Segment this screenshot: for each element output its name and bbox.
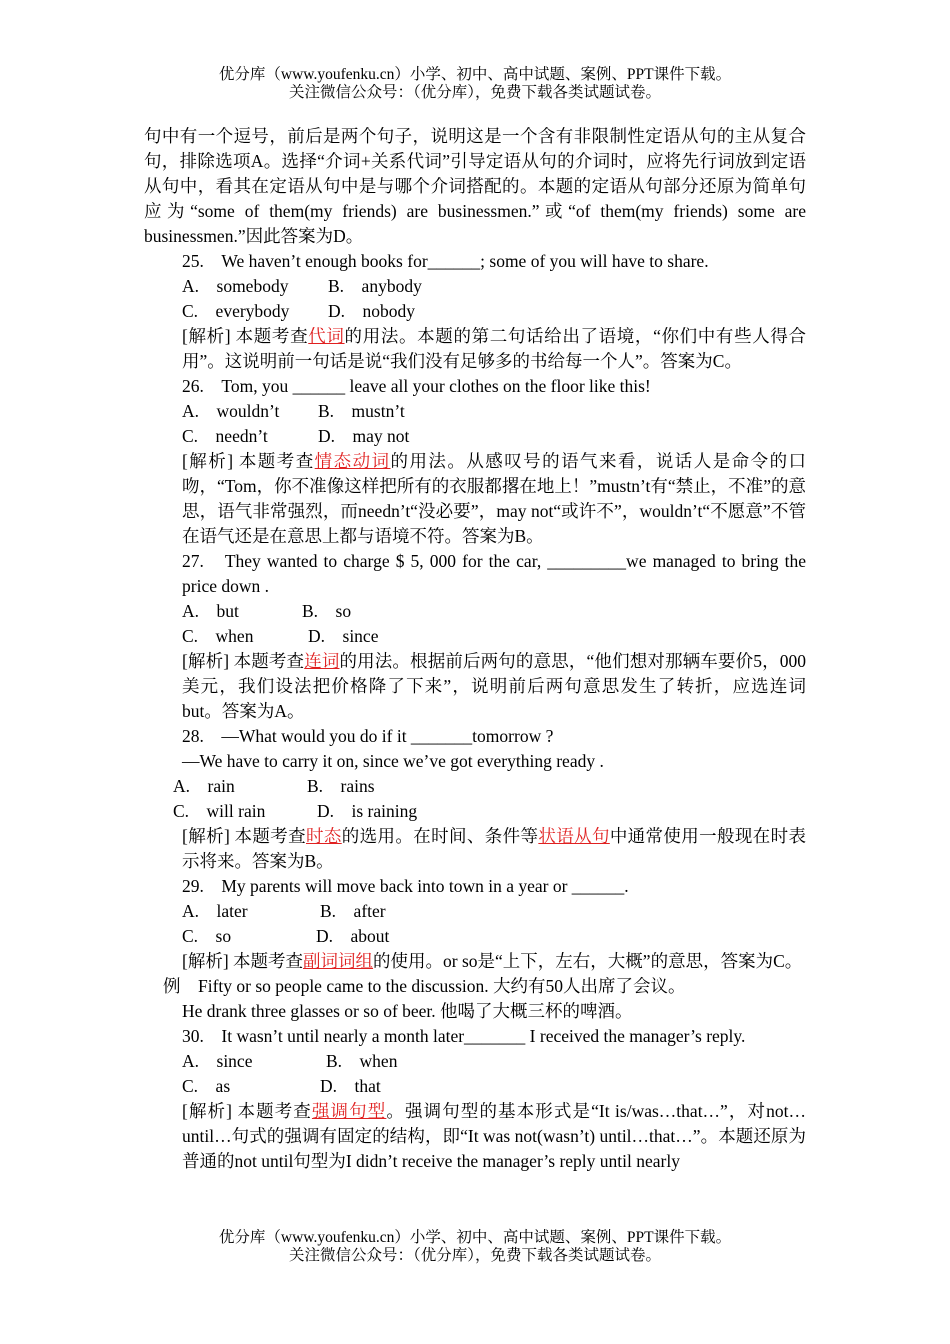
question-28-response: —We have to carry it on, since we’ve got everything ready . [182, 751, 604, 771]
question-27-options-ab [144, 599, 806, 624]
keyword-link[interactable]: 代词 [308, 326, 345, 346]
option-a: A. wouldn’t [182, 401, 280, 421]
question-29-options-cd [144, 924, 806, 949]
question-27-stem: 27. They wanted to charge $ 5, 000 for the car, _________we managed to bring the price down . [182, 551, 806, 596]
example-1: 例 Fifty or so people came to the discussion. 大约有50人出席了会议。 [163, 976, 686, 996]
question-30-options-ab [144, 1049, 806, 1074]
option-a: A. somebody [182, 276, 289, 296]
option-c: C. as [182, 1076, 231, 1096]
question-25-options-cd [144, 299, 806, 324]
option-c: C. everybody [182, 301, 290, 321]
option-b: B. anybody [328, 276, 422, 296]
page-header [0, 66, 950, 102]
question-26-options-cd [144, 424, 806, 449]
analysis-text-2: 中通常使用一般现在时表示将来。答案为B。 [182, 826, 807, 871]
keyword-link[interactable]: 强调句型 [311, 1101, 387, 1121]
analysis-prefix: [解析] 本题考查 [182, 651, 305, 671]
intro-paragraph: 句中有一个逗号，前后是两个句子，说明这是一个含有非限制性定语从句的主从复合句，排除选项A。选择“介词+关系代词”引导定语从句的介词时，应将先行词放到定语从句中，看其在定语从句中是与哪个介词搭配的。本题的定语从句部分还原为简单句应为“some of them(my friends) are businessmen.”或“of them(my friends) some are businessmen.”因此答案为D。 [144, 126, 806, 246]
analysis-prefix: [解析] 本题考查 [182, 1101, 312, 1121]
keyword-link-2[interactable]: 状语从句 [538, 826, 610, 846]
analysis-text: 的用法。本题的第二句话给出了语境，“你们中有些人得合用”。这说明前一句话是说“我们没有足够多的书给每一个人”。答案为C。 [182, 326, 807, 371]
option-d: D. is raining [317, 801, 418, 821]
question-27-options-cd [144, 624, 806, 649]
header-line-2: 关注微信公众号：（优分库），免费下载各类试题试卷。 [288, 84, 661, 101]
analysis-text: 的使用。or so是“上下，左右，大概”的意思，答案为C。 [373, 951, 803, 971]
analysis-text: 的用法。从感叹号的语气来看，说话人是命令的口吻，“Tom，你不准像这样把所有的衣服都撂在地上！”mustn’t有“禁止，不准”的意思，语气非常强烈，而needn’t“没必要”，may not“或许不”，wouldn’t“不愿意”不管在语气还是在意思上都与语境不符。答案为B。 [182, 451, 807, 546]
footer-line-2: 关注微信公众号：（优分库），免费下载各类试题试卷。 [288, 1247, 661, 1264]
header-line-1: 优分库（www.youfenku.cn）小学、初中、高中试题、案例、PPT课件下载。 [218, 66, 732, 83]
option-d: D. about [316, 926, 390, 946]
question-30-analysis [144, 1099, 806, 1174]
question-25-options-ab [144, 274, 806, 299]
analysis-text: 的用法。根据前后两句的意思，“他们想对那辆车要价5，000美元，我们设法把价格降了下来”，说明前后两句意思发生了转折，应选连词but。答案为A。 [182, 651, 807, 721]
option-d: D. that [320, 1076, 381, 1096]
question-26-options-ab [144, 399, 806, 424]
question-28-options-ab [144, 774, 806, 799]
footer-line-1: 优分库（www.youfenku.cn）小学、初中、高中试题、案例、PPT课件下载。 [218, 1229, 732, 1246]
analysis-prefix: [解析] 本题考查 [182, 326, 309, 346]
option-a: A. but [182, 601, 239, 621]
question-26-analysis [144, 449, 806, 549]
option-b: B. so [302, 601, 352, 621]
keyword-link[interactable]: 连词 [304, 651, 340, 671]
option-a: A. later [182, 901, 248, 921]
analysis-prefix: [解析] 本题考查 [182, 451, 315, 471]
question-25-analysis [144, 324, 806, 374]
question-29-options-ab [144, 899, 806, 924]
question-28-options-cd [144, 799, 806, 824]
question-30-options-cd [144, 1074, 806, 1099]
option-d: D. nobody [328, 301, 416, 321]
option-c: C. when [182, 626, 254, 646]
option-b: B. after [320, 901, 386, 921]
analysis-text: 。强调句型的基本形式是“It is/was…that…”，对not… until…句式的强调有固定的结构，即“It was not(wasn’t) until…that…”。本题还原为普通的not until句型为I didn’t receive the manager’s reply until nearly [182, 1101, 807, 1171]
keyword-link[interactable]: 情态动词 [314, 451, 391, 471]
keyword-link[interactable]: 副词词组 [303, 951, 374, 971]
option-b: B. mustn’t [318, 401, 405, 421]
option-d: D. may not [318, 426, 410, 446]
option-b: B. when [326, 1051, 398, 1071]
example-2: He drank three glasses or so of beer. 他喝了大概三杯的啤酒。 [182, 1001, 633, 1021]
question-26-stem: 26. Tom, you ______ leave all your clothes on the floor like this! [182, 376, 651, 396]
question-30-stem: 30. It wasn’t until nearly a month later_______ I received the manager’s reply. [182, 1026, 746, 1046]
analysis-prefix: [解析] 本题考查 [182, 951, 304, 971]
question-28-stem: 28. —What would you do if it _______tomorrow ? [182, 726, 554, 746]
option-c: C. so [182, 926, 232, 946]
keyword-link[interactable]: 时态 [306, 826, 342, 846]
option-c: C. will rain [173, 801, 266, 821]
question-29-analysis [144, 949, 806, 974]
option-b: B. rains [307, 776, 375, 796]
analysis-prefix: [解析] 本题考查 [182, 826, 306, 846]
question-27-analysis [144, 649, 806, 724]
question-28-analysis [144, 824, 806, 874]
document-body [144, 124, 806, 1174]
page-footer [0, 1229, 950, 1265]
option-a: A. rain [173, 776, 235, 796]
analysis-text: 的选用。在时间、条件等 [341, 826, 539, 846]
option-c: C. needn’t [182, 426, 268, 446]
question-25-stem: 25. We haven’t enough books for______; some of you will have to share. [182, 251, 709, 271]
option-d: D. since [308, 626, 379, 646]
question-29-stem: 29. My parents will move back into town in a year or ______. [182, 876, 629, 896]
option-a: A. since [182, 1051, 253, 1071]
